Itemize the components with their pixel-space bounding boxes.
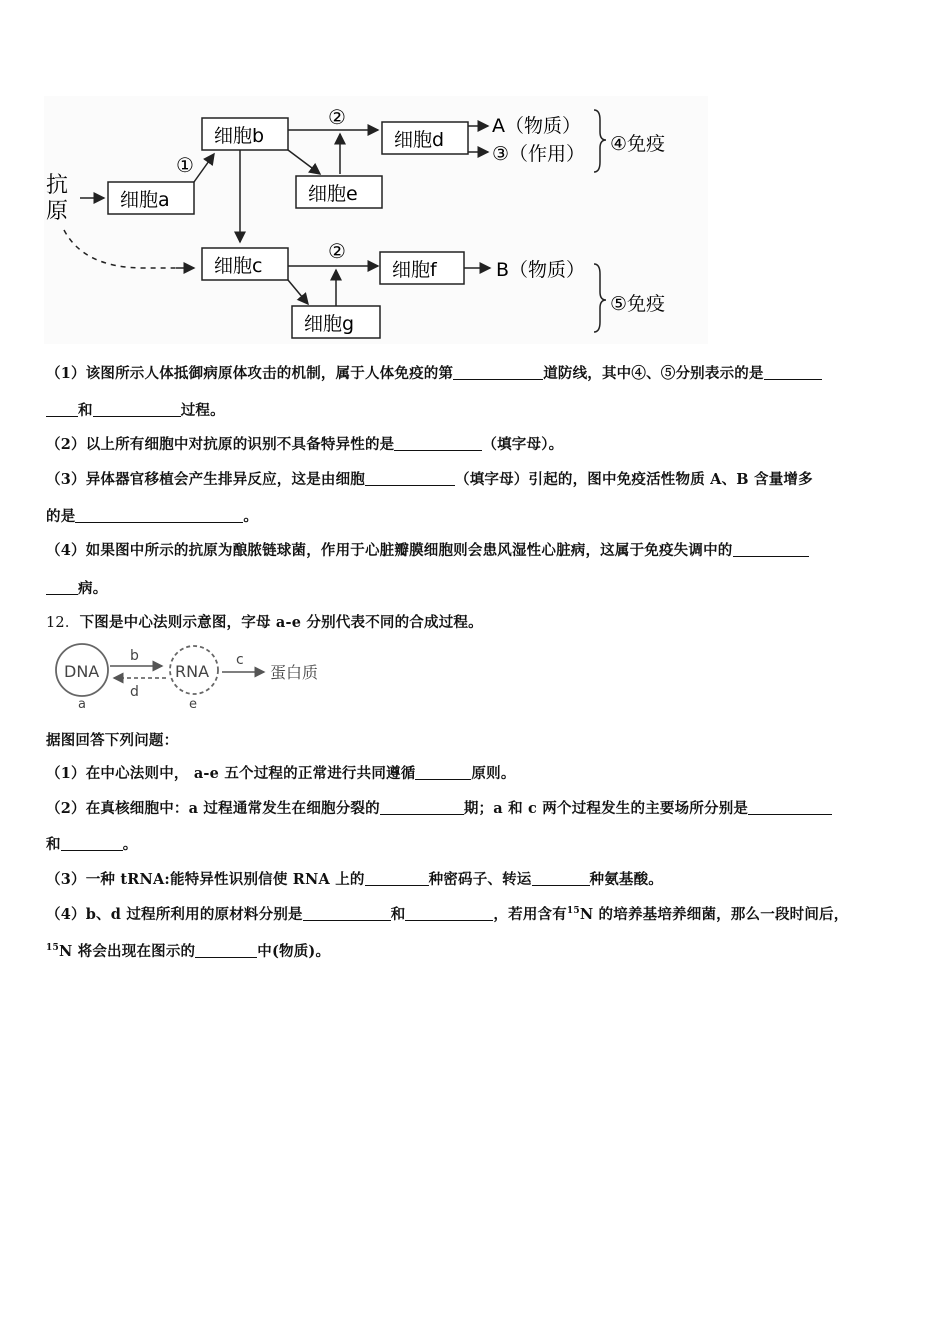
answer-blank[interactable] xyxy=(303,906,391,921)
q12-p4-text-e: N 将会出现在图示的 xyxy=(58,943,196,960)
cell-f-label: 细胞f xyxy=(392,259,437,281)
answer-blank[interactable] xyxy=(532,871,590,886)
q11-part4-line1 xyxy=(46,539,809,560)
cell-e-label: 细胞e xyxy=(308,183,358,205)
cell-b-label: 细胞b xyxy=(214,125,265,147)
answer-blank[interactable] xyxy=(61,836,123,851)
q11-p4-text-a: （4）如果图中所示的抗原为酿脓链球菌，作用于心脏瓣膜细胞则会患风湿性心脏病，这属于免疫失调中的 xyxy=(46,542,733,559)
q12-intro-text: 下图是中心法则示意图，字母 a-e 分别代表不同的合成过程。 xyxy=(79,614,483,631)
q12-lead-text: 据图回答下列问题： xyxy=(46,732,179,749)
q11-p3-text-c: 的是 xyxy=(46,508,76,525)
q11-part3-line2 xyxy=(46,505,258,526)
cell-c-label: 细胞c xyxy=(214,255,263,277)
q11-p1-text-d: 过程。 xyxy=(180,402,225,419)
process-b-label: b xyxy=(130,648,139,664)
question-number: 12． xyxy=(46,615,80,631)
dna-label: DNA xyxy=(64,662,100,681)
q11-p3-text-b: （填字母）引起的，图中免疫活性物质 A、B 含量增多 xyxy=(455,471,813,488)
process-d-label: d xyxy=(130,684,139,700)
q11-p2-text-b: （填字母）。 xyxy=(482,436,564,453)
q12-p4-text-f: 中(物质)。 xyxy=(257,943,331,960)
q11-part3-line1 xyxy=(46,468,813,489)
q11-p1-text-c: 和 xyxy=(78,402,93,419)
rna-label: RNA xyxy=(175,662,210,681)
central-dogma-diagram xyxy=(46,638,346,710)
q12-p4-text-c: ，若用含有 xyxy=(493,906,567,923)
q12-part4-line2 xyxy=(46,940,330,961)
q12-p4-text-b: 和 xyxy=(390,906,406,923)
q12-lead xyxy=(46,729,178,750)
answer-blank[interactable] xyxy=(46,402,78,417)
answer-blank[interactable] xyxy=(405,906,493,921)
q12-p3-text-a: （3）一种 tRNA:能特异性识别信使 RNA 上的 xyxy=(46,871,365,888)
answer-blank[interactable] xyxy=(46,580,78,595)
answer-blank[interactable] xyxy=(394,436,482,451)
immune-4-label: ④免疫 xyxy=(610,133,666,155)
cell-a-label: 细胞a xyxy=(120,189,170,211)
isotope-superscript: 15 xyxy=(46,943,59,954)
q11-part2 xyxy=(46,433,563,454)
answer-blank[interactable] xyxy=(764,365,822,380)
q12-p3-text-c: 种氨基酸。 xyxy=(589,871,663,888)
answer-blank[interactable] xyxy=(748,800,832,815)
process-c-label: c xyxy=(236,652,244,668)
q12-p4-text-d: N 的培养基培养细菌，那么一段时间后， xyxy=(579,906,849,923)
answer-blank[interactable] xyxy=(380,800,464,815)
output-A-label: A（物质） xyxy=(492,115,581,137)
q11-p4-text-b: 病。 xyxy=(78,580,108,597)
protein-label: 蛋白质 xyxy=(270,663,319,682)
antigen-label-top: 抗 xyxy=(46,173,69,198)
process-e-label: e xyxy=(189,697,197,710)
q12-part1 xyxy=(46,762,516,783)
answer-blank[interactable] xyxy=(93,402,181,417)
antigen-label-bottom: 原 xyxy=(46,199,69,224)
q12-part4-line1 xyxy=(46,903,848,924)
output-B-label: B（物质） xyxy=(496,259,586,281)
q12-p3-text-b: 种密码子、转运 xyxy=(428,871,532,888)
step-2-top-marker: ② xyxy=(328,105,346,129)
isotope-superscript: 15 xyxy=(566,906,580,917)
answer-blank[interactable] xyxy=(415,765,471,780)
q11-p2-text-a: （2）以上所有细胞中对抗原的识别不具备特异性的是 xyxy=(46,436,395,453)
process-a-label: a xyxy=(78,697,86,710)
q11-part1-line2 xyxy=(46,399,225,420)
q11-p3-text-d: 。 xyxy=(243,508,259,525)
immune-response-diagram xyxy=(44,96,708,344)
answer-blank[interactable] xyxy=(365,871,429,886)
cell-g-label: 细胞g xyxy=(304,313,355,335)
step-1-marker: ① xyxy=(176,153,194,177)
q12-p2-text-d: 。 xyxy=(122,836,138,853)
q12-intro xyxy=(46,611,483,632)
q11-p1-text-a: （1）该图所示人体抵御病原体攻击的机制，属于人体免疫的第 xyxy=(46,365,454,382)
q11-part4-line2 xyxy=(46,577,107,598)
output-3-label: ③（作用） xyxy=(492,143,586,165)
q12-p2-text-b: 期；a 和 c 两个过程发生的主要场所分别是 xyxy=(463,800,749,817)
q11-p1-text-b: 道防线，其中④、⑤分别表示的是 xyxy=(543,365,764,382)
q12-part2-line1 xyxy=(46,797,832,818)
step-2-bottom-marker: ② xyxy=(328,239,346,263)
q11-p3-text-a: （3）异体器官移植会产生排异反应，这是由细胞 xyxy=(46,471,365,488)
cell-d-label: 细胞d xyxy=(394,129,445,151)
q12-part3 xyxy=(46,868,663,889)
q12-part2-line2 xyxy=(46,833,137,854)
q11-part1-line1 xyxy=(46,362,822,383)
q12-p2-text-c: 和 xyxy=(46,836,61,853)
immune-5-label: ⑤免疫 xyxy=(610,293,666,315)
answer-blank[interactable] xyxy=(733,542,809,557)
q12-p1-text-b: 原则。 xyxy=(471,765,516,782)
answer-blank[interactable] xyxy=(75,508,243,523)
answer-blank[interactable] xyxy=(195,943,257,958)
q12-p1-text-a: （1）在中心法则中， a-e 五个过程的正常进行共同遵循 xyxy=(46,765,416,782)
q12-p2-text-a: （2）在真核细胞中：a 过程通常发生在细胞分裂的 xyxy=(46,800,380,817)
q12-p4-text-a: （4）b、d 过程所利用的原材料分别是 xyxy=(46,906,303,923)
answer-blank[interactable] xyxy=(453,365,543,380)
answer-blank[interactable] xyxy=(365,471,455,486)
